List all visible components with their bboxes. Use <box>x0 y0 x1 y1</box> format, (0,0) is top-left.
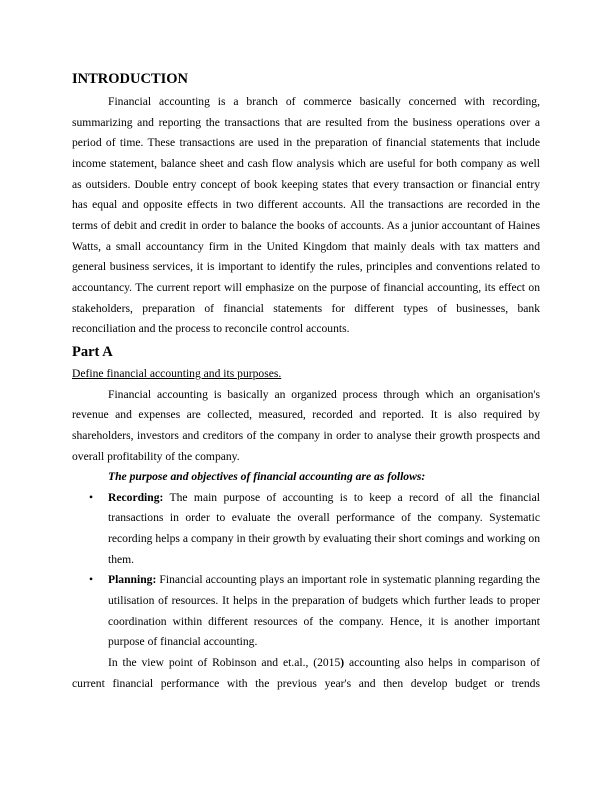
introduction-heading: INTRODUCTION <box>72 71 189 87</box>
bullet-icon: • <box>89 490 94 504</box>
bullet-text: The main purpose of accounting is to keep a record of all the financial transactions in order to evaluate the overall performance of the company. Systematic recording helps a company in their growth by evaluating their short comings and working on them. <box>108 490 540 566</box>
list-item <box>72 570 540 653</box>
document-page <box>72 70 540 694</box>
bullet-text: Financial accounting plays an important role in systematic planning regarding the utilisation of resources. It helps in the preparation of budgets which further leads to proper coordination within different resources of the company. Hence, it is another important purpose of financial accounting. <box>108 573 540 649</box>
list-item <box>72 488 540 571</box>
part-a-question: Define financial accounting and its purposes. <box>72 366 282 380</box>
purposes-heading: The purpose and objectives of financial accounting are as follows: <box>108 470 426 484</box>
introduction-paragraph: Financial accounting is a branch of commerce basically concerned with recording, summarizing and reporting the transactions that are resulted from the business operations over a period of time. These transactions are used in the preparation of financial statements that include income statement, balance sheet and cash flow analysis which are useful for both company as well as outsiders. Double entry concept of book keeping states that every transaction or financial entry has equal and opposite effects in two different accounts. All the transactions are recorded in the terms of debit and credit in order to balance the books of accounts. As a junior accountant of Haines Watts, a small accountancy firm in the United Kingdom that mainly deals with tax matters and general business services, it is important to identify the rules, principles and conventions related to accountancy. The current report will emphasize on the purpose of financial accounting, its effect on stakeholders, preparation of financial statements for different types of businesses, bank reconciliation and the process to reconcile control accounts. <box>72 95 540 336</box>
closing-paren: ) <box>340 656 345 670</box>
bullet-term: Recording: <box>108 490 164 504</box>
closing-end: accounting also helps in comparison of current financial performance with the previous year's and then develop budget or trends <box>72 656 540 690</box>
bullet-icon: • <box>89 573 94 587</box>
purposes-list <box>72 488 540 653</box>
part-a-heading: Part A <box>72 343 113 360</box>
part-a-paragraph: Financial accounting is basically an organized process through which an organisation's revenue and expenses are collected, measured, recorded and reported. It is also required by shareholders, investors and creditors of the company in order to analyse their growth prospects and overall profitability of the company. <box>72 387 540 463</box>
bullet-term: Planning: <box>108 573 157 587</box>
closing-start: In the view point of Robinson and et.al., (2015 <box>108 656 341 670</box>
closing-paragraph <box>72 653 540 694</box>
